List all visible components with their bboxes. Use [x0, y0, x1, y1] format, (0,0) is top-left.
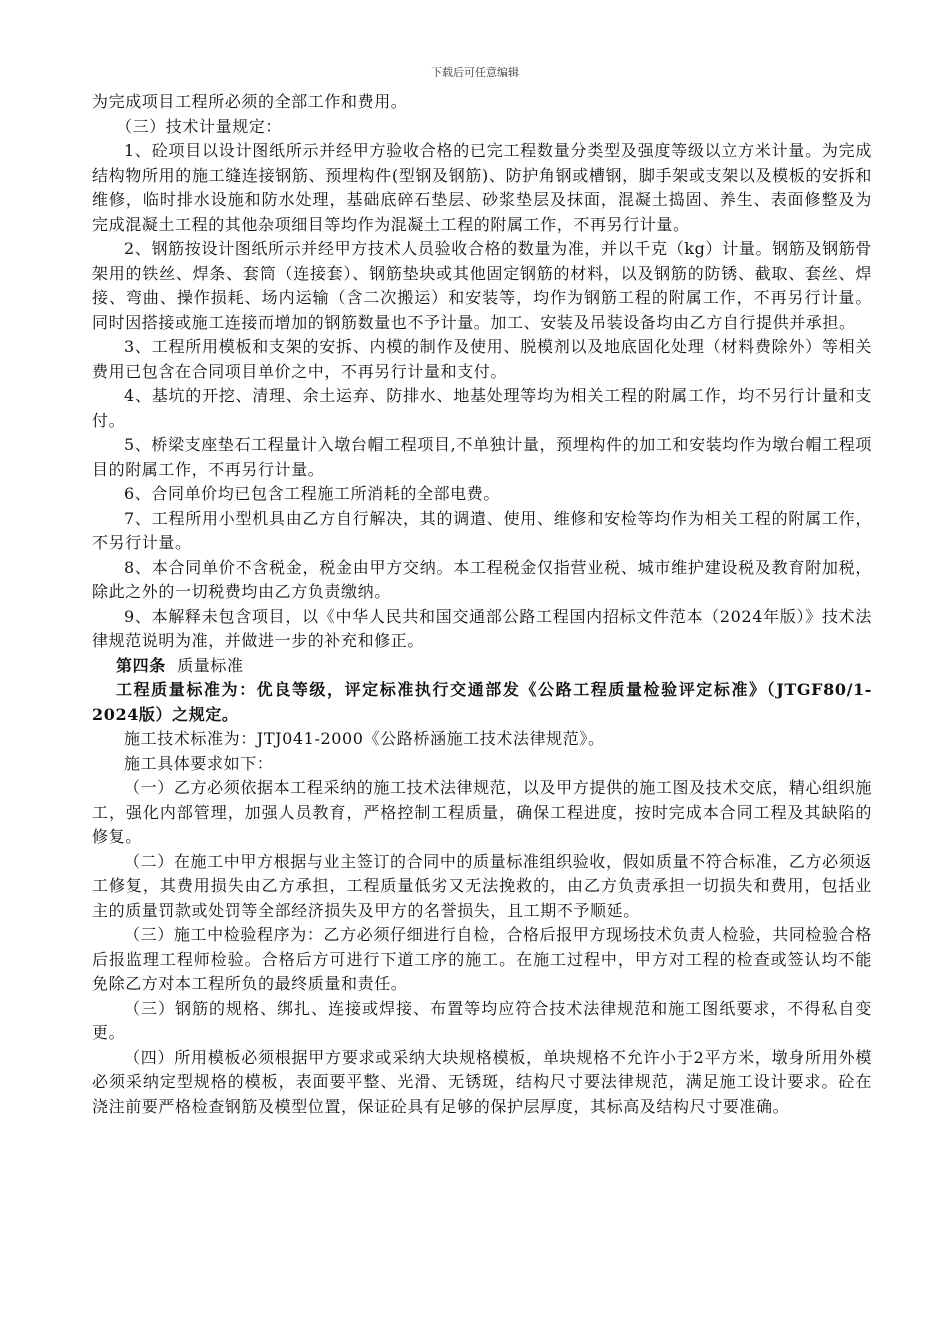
paragraph: 3、工程所用模板和支架的安拆、内模的制作及使用、脱模剂以及地底固化处理（材料费除外）等相关费用已包含在合同项目单价之中，不再另行计量和支付。 — [92, 337, 872, 381]
article-heading — [92, 654, 872, 679]
paragraph: 施工具体要求如下： — [124, 753, 274, 773]
paragraph: 4、基坑的开挖、清理、余土运弃、防排水、地基处理等均为相关工程的附属工作，均不另行计量和支付。 — [92, 386, 872, 430]
section-heading: （三）技术计量规定： — [116, 116, 283, 136]
paragraph: 施工技术标准为：JTJ041-2000《公路桥涵施工技术法律规范》。 — [124, 729, 605, 748]
paragraph: 5、桥梁支座垫石工程量计入墩台帽工程项目,不单独计量，预埋构件的加工和安装均作为墩台帽工程项目的附属工作，不再另行计量。 — [92, 435, 872, 479]
document-body — [92, 90, 872, 1119]
paragraph: （三）施工中检验程序为：乙方必须仔细进行自检，合格后报甲方现场技术负责人检验，共同检验合格后报监理工程师检验。合格后方可进行下道工序的施工。在施工过程中，甲方对工程的检查或签认均不能免除乙方对本工程所负的最终质量和责任。 — [92, 925, 872, 993]
article-title: 质量标准 — [177, 655, 244, 675]
paragraph: 9、本解释未包含项目，以《中华人民共和国交通部公路工程国内招标文件范本（2024年版）》技术法律规范说明为准，并做进一步的补充和修正。 — [92, 606, 872, 650]
paragraph: 为完成项目工程所必须的全部工作和费用。 — [92, 92, 408, 111]
paragraph: 8、本合同单价不含税金，税金由甲方交纳。本工程税金仅指营业税、城市维护建设税及教育附加税，除此之外的一切税费均由乙方负责缴纳。 — [92, 557, 872, 601]
quality-standard: 工程质量标准为：优良等级，评定标准执行交通部发《公路工程质量检验评定标准》（JTGF80/1-2024版）之规定。 — [92, 680, 872, 724]
paragraph: 2、钢筋按设计图纸所示并经甲方技术人员验收合格的数量为准，并以千克（kg）计量。钢筋及钢筋骨架用的铁丝、焊条、套筒（连接套）、钢筋垫块或其他固定钢筋的材料，以及钢筋的防锈、截取、套丝、焊接、弯曲、操作损耗、场内运输（含二次搬运）和安装等，均作为钢筋工程的附属工作，不再另行计量。同时因搭接或施工连接而增加的钢筋数量也不予计量。加工、安装及吊装设备均由乙方自行提供并承担。 — [92, 239, 872, 332]
paragraph: 6、合同单价均已包含工程施工所消耗的全部电费。 — [124, 484, 500, 503]
paragraph: 1、砼项目以设计图纸所示并经甲方验收合格的已完工程数量分类型及强度等级以立方米计量。为完成结构物所用的施工缝连接钢筋、预埋构件(型钢及钢筋)、防护角钢或槽钢，脚手架或支架以及模板的安拆和维修，临时排水设施和防水处理，基础底碎石垫层、砂浆垫层及抹面，混凝土捣固、养生、表面修整及为完成混凝土工程的其他杂项细目等均作为混凝土工程的附属工作，不再另行计量。 — [92, 141, 872, 234]
paragraph: 7、工程所用小型机具由乙方自行解决，其的调遣、使用、维修和安检等均作为相关工程的附属工作，不另行计量。 — [92, 508, 872, 552]
paragraph: （四）所用模板必须根据甲方要求或采纳大块规格模板，单块规格不允许小于2平方米，墩身所用外模必须采纳定型规格的模板，表面要平整、光滑、无锈斑，结构尺寸要法律规范，满足施工设计要求。砼在浇注前要严格检查钢筋及模型位置，保证砼具有足够的保护层厚度，其标高及结构尺寸要准确。 — [92, 1047, 872, 1116]
page-header: 下载后可任意编辑 — [431, 66, 519, 79]
article-label: 第四条 — [116, 655, 166, 675]
paragraph: （一）乙方必须依据本工程采纳的施工技术法律规范，以及甲方提供的施工图及技术交底，精心组织施工，强化内部管理，加强人员教育，严格控制工程质量，确保工程进度，按时完成本合同工程及其缺陷的修复。 — [92, 778, 872, 846]
paragraph: （三）钢筋的规格、绑扎、连接或焊接、布置等均应符合技术法律规范和施工图纸要求，不得私自变更。 — [92, 998, 872, 1042]
paragraph: （二）在施工中甲方根据与业主签订的合同中的质量标准组织验收，假如质量不符合标准，乙方必须返工修复，其费用损失由乙方承担，工程质量低劣又无法挽救的，由乙方负责承担一切损失和费用，包括业主的质量罚款或处罚等全部经济损失及甲方的名誉损失，且工期不予顺延。 — [92, 851, 872, 920]
